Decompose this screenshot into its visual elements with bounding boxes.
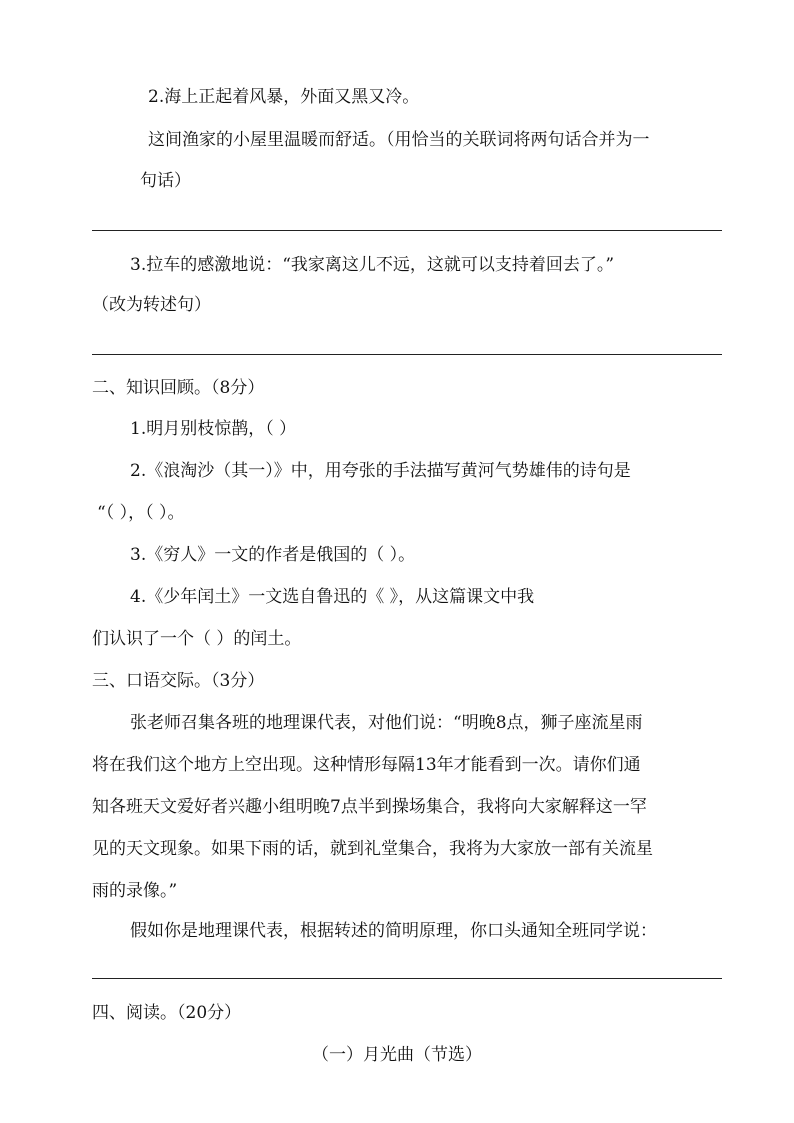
section-three-para-line-2: 将在我们这个地方上空出现。这种情形每隔13年才能看到一次。请你们通 — [92, 755, 641, 775]
section-two-q4-line-2: 们认识了一个（ ）的闰土。 — [92, 629, 302, 649]
section-three-para-line-5: 雨的录像。” — [92, 881, 178, 901]
section-two-q2-line-1: 2.《浪淘沙（其一）》中，用夸张的手法描写黄河气势雄伟的诗句是 — [130, 461, 631, 481]
question-2-line-3: 句话） — [140, 171, 191, 191]
answer-line-3 — [92, 978, 722, 979]
question-2-line-1: 2.海上正起着风暴，外面又黑又冷。 — [148, 87, 420, 107]
question-3-line-2: （改为转述句） — [92, 295, 211, 315]
answer-line-2 — [92, 354, 722, 355]
question-3-line-1: 3.拉车的感激地说：“我家离这儿不远，这就可以支持着回去了。” — [130, 255, 615, 275]
section-three-heading: 三、口语交际。（3分） — [92, 671, 265, 691]
section-four-heading: 四、阅读。（20分） — [92, 1003, 242, 1023]
section-two-q4-line-1: 4.《少年闰土》一文选自鲁迅的《 》，从这篇课文中我 — [130, 587, 535, 607]
reading-passage-title: （一）月光曲（节选） — [312, 1045, 482, 1065]
section-two-q1: 1.明月别枝惊鹊，（ ） — [130, 419, 297, 439]
section-two-q3: 3.《穷人》一文的作者是俄国的（ ）。 — [130, 545, 416, 565]
answer-line-1 — [92, 230, 722, 231]
section-three-para-line-4: 见的天文现象。如果下雨的话，就到礼堂集合，我将为大家放一部有关流星 — [92, 839, 653, 859]
section-two-q2-line-2: “（ ），（ ）。 — [97, 503, 185, 523]
question-2-line-2: 这间渔家的小屋里温暖而舒适。（用恰当的关联词将两句话合并为一 — [148, 130, 650, 150]
section-three-para-line-1: 张老师召集各班的地理课代表，对他们说：“明晚8点，狮子座流星雨 — [130, 713, 643, 733]
section-two-heading: 二、知识回顾。（8分） — [92, 378, 265, 398]
section-three-para-line-3: 知各班天文爱好者兴趣小组明晚7点半到操场集合，我将向大家解释这一罕 — [92, 797, 647, 817]
section-three-prompt: 假如你是地理课代表，根据转述的简明原理，你口头通知全班同学说： — [130, 921, 657, 941]
